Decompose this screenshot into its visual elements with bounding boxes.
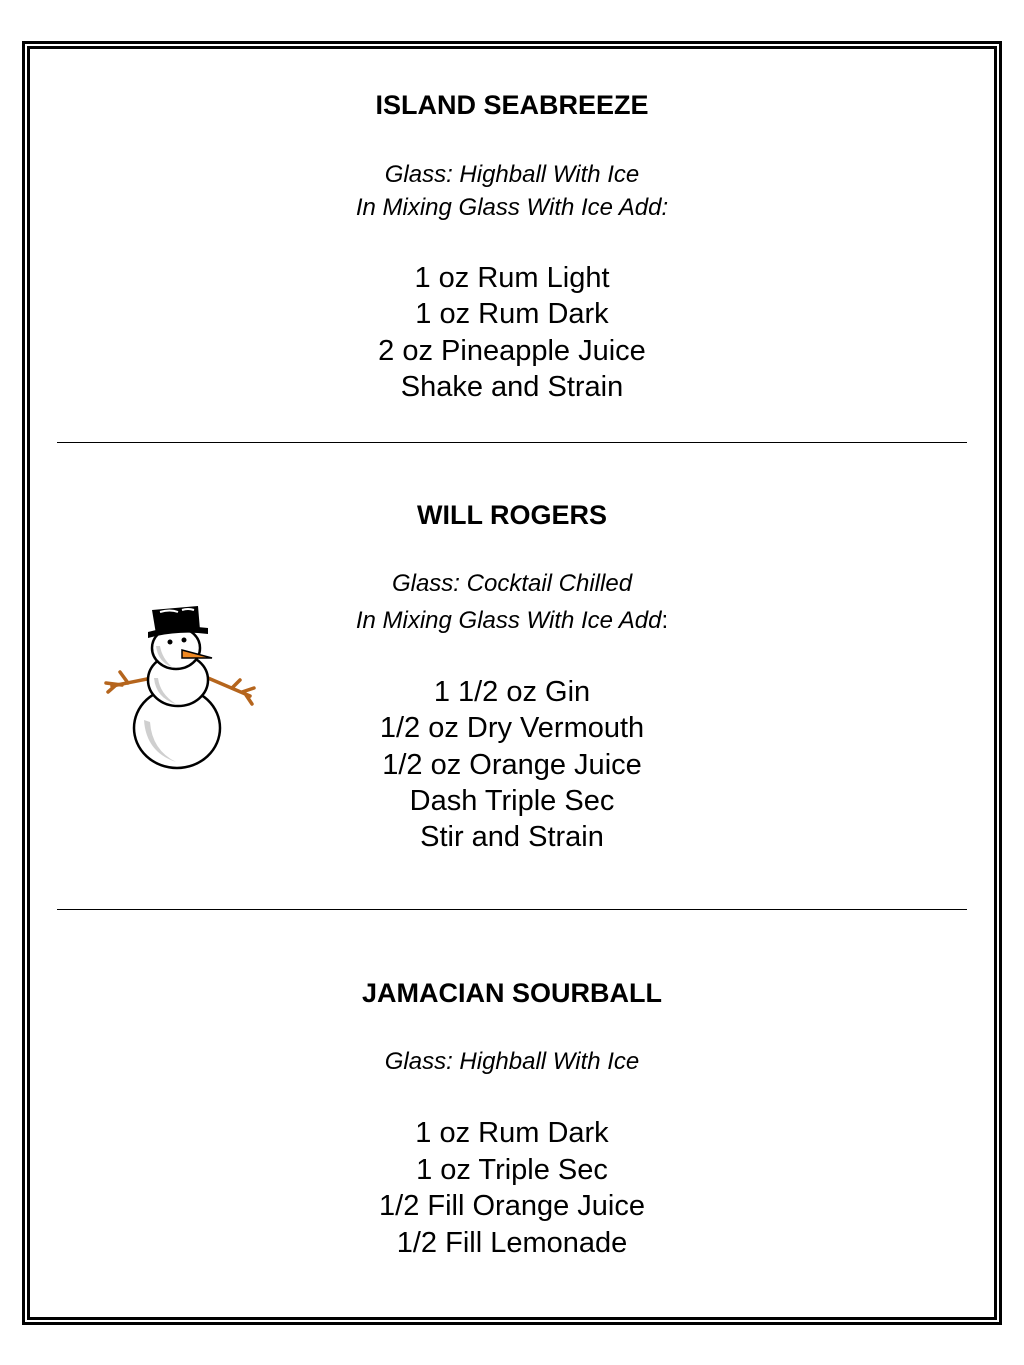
recipe-method-text: In Mixing Glass With Ice Add — [355, 607, 662, 634]
instruction-line: Shake and Strain — [400, 371, 624, 403]
instruction-line: Stir and Strain — [420, 821, 604, 853]
recipe-method-colon: : — [661, 607, 669, 634]
recipe-title: JAMACIAN SOURBALL — [362, 978, 662, 1008]
ingredient-line: 1/2 Fill Orange Juice — [379, 1190, 645, 1222]
snowman-icon — [100, 600, 260, 775]
recipe-glass: Glass: Cocktail Chilled — [391, 570, 633, 597]
ingredient-line: 1 oz Triple Sec — [416, 1154, 608, 1186]
ingredient-line: 1 oz Rum Light — [414, 262, 610, 294]
recipe-title: ISLAND SEABREEZE — [375, 90, 649, 120]
recipe-glass: Glass: Highball With Ice — [384, 1048, 640, 1075]
ingredient-line: Dash Triple Sec — [409, 785, 615, 817]
ingredient-line: 1 1/2 oz Gin — [433, 676, 591, 708]
ingredient-line: 1 oz Rum Dark — [415, 298, 609, 330]
ingredient-line: 1/2 Fill Lemonade — [396, 1227, 628, 1259]
ingredient-line: 2 oz Pineapple Juice — [378, 335, 646, 367]
section-divider — [57, 909, 967, 910]
recipe-method: In Mixing Glass With Ice Add: — [355, 194, 669, 221]
ingredient-line: 1 oz Rum Dark — [415, 1117, 609, 1149]
ingredient-line: 1/2 oz Dry Vermouth — [379, 712, 645, 744]
section-divider — [57, 442, 967, 443]
ingredient-line: 1/2 oz Orange Juice — [382, 749, 642, 781]
recipe-title: WILL ROGERS — [416, 500, 607, 530]
recipe-glass: Glass: Highball With Ice — [384, 161, 640, 188]
